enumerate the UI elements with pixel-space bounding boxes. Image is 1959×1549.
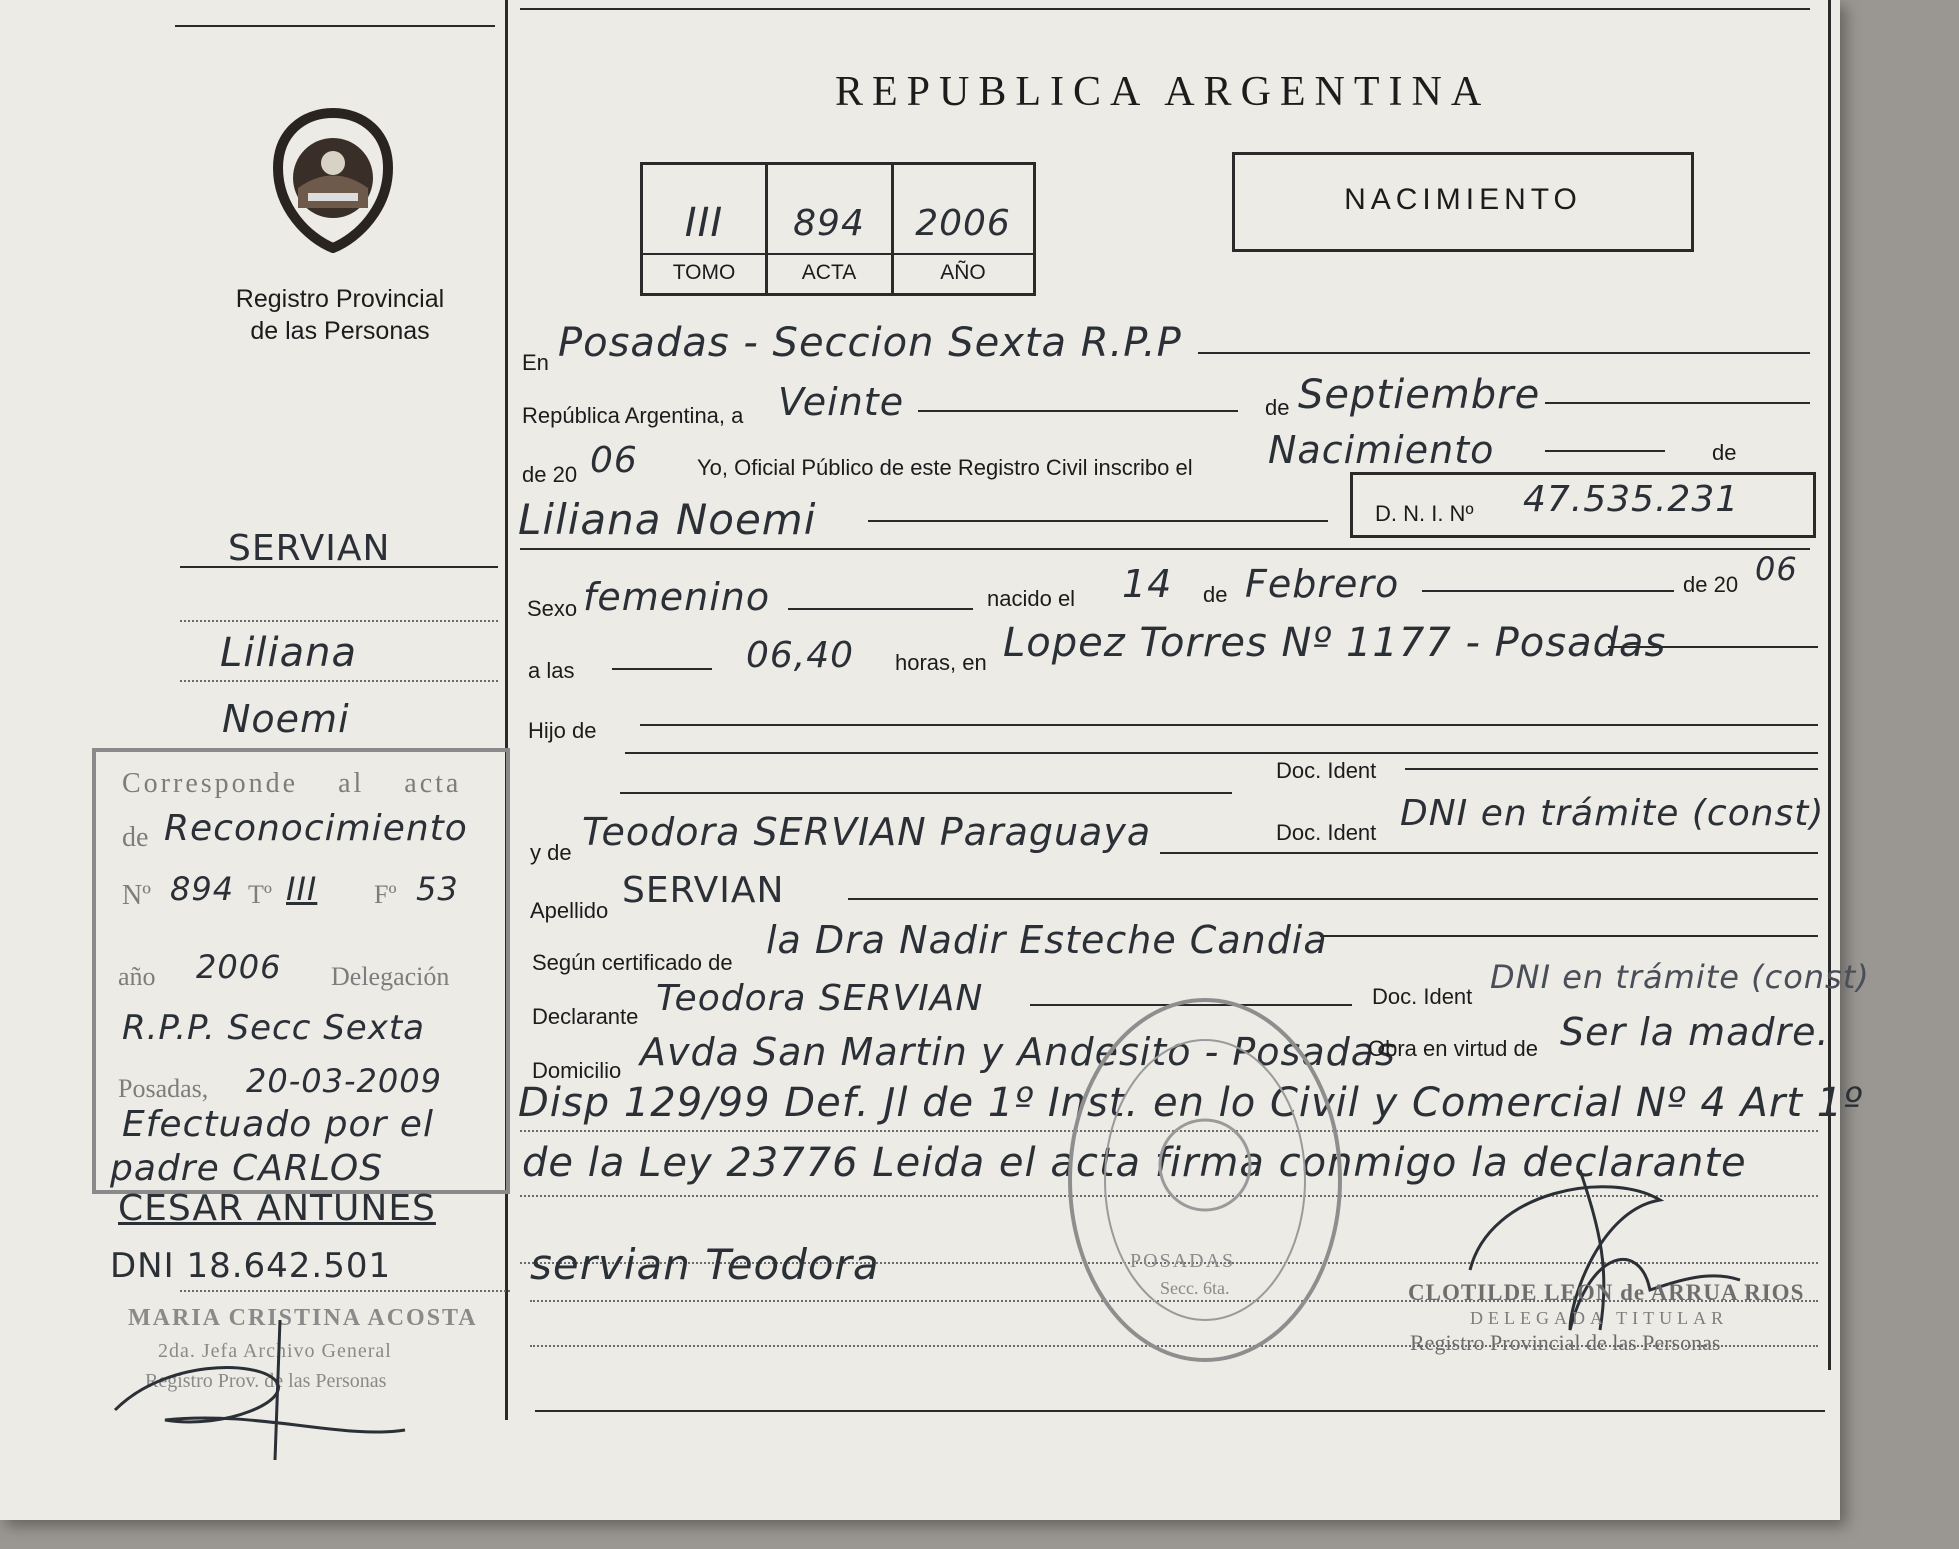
stamp-city: POSADAS xyxy=(1130,1250,1236,1272)
stamp-line2-prefix: de xyxy=(122,822,149,853)
birth-month: Febrero xyxy=(1245,562,1400,606)
stamp-city-label: Posadas, xyxy=(118,1074,209,1103)
stamp-section: Secc. 6ta. xyxy=(1160,1278,1230,1298)
mother-value: Teodora SERVIAN Paraguaya xyxy=(582,810,1152,854)
doc-ident-label-1: Doc. Ident xyxy=(1276,758,1377,783)
doc-ident-label-2: Doc. Ident xyxy=(1276,820,1377,845)
left-signer-title: 2da. Jefa Archivo General xyxy=(158,1340,392,1362)
stamp-line1: Corresponde al acta xyxy=(122,768,462,799)
top-rule-right xyxy=(520,8,1810,10)
right-border xyxy=(1828,0,1831,1370)
stamp-year-label: año xyxy=(118,962,156,991)
officer-name: CLOTILDE LEON de ARRUA RIOS xyxy=(1408,1280,1805,1305)
anio-value: 2006 xyxy=(915,203,1011,244)
alas-label: a las xyxy=(528,658,575,683)
hijo-doc-line xyxy=(620,792,1232,794)
bottom-rule xyxy=(535,1410,1825,1412)
segun-label: Según certificado de xyxy=(532,950,733,975)
day-words: Veinte xyxy=(778,380,905,424)
stamp-note-line1: Efectuado por el xyxy=(122,1104,434,1145)
child-name-line xyxy=(868,520,1328,522)
hijo-line-2 xyxy=(625,752,1818,754)
tomo-label: TOMO xyxy=(672,261,736,284)
obra-label: Obra en virtud de xyxy=(1368,1036,1538,1061)
stamp-number-label: Nº xyxy=(122,880,151,911)
registry-name-line1: Registro Provincial xyxy=(235,285,445,313)
margin-first-name: Liliana xyxy=(220,630,357,676)
stamp-folio-label: Fº xyxy=(374,880,397,909)
alas-line xyxy=(612,668,712,670)
month-line xyxy=(1545,402,1810,404)
margin-dotline-2 xyxy=(180,680,498,682)
yde-label: y de xyxy=(530,840,572,865)
de3-label: de xyxy=(1203,582,1228,607)
dni-box xyxy=(1350,472,1816,538)
domicilio-label: Domicilio xyxy=(532,1058,622,1083)
stamp-date: 20-03-2009 xyxy=(246,1062,442,1100)
birth-place-line xyxy=(1608,646,1818,648)
tomo-value: III xyxy=(684,200,724,246)
margin-surname-line xyxy=(180,566,498,568)
doc-ident-label-3: Doc. Ident xyxy=(1372,984,1473,1009)
rep-label: República Argentina, a xyxy=(522,403,744,428)
birth-month-line xyxy=(1422,590,1674,592)
top-rule-left xyxy=(175,25,495,27)
en-label: En xyxy=(522,350,549,375)
margin-middle-name: Noemi xyxy=(222,697,350,741)
declarante-signature: servian Teodora xyxy=(530,1240,880,1289)
apellido-line xyxy=(848,898,1818,900)
obra-value: Ser la madre. xyxy=(1560,1010,1830,1054)
record-type: NACIMIENTO xyxy=(1344,183,1582,216)
acta-label: ACTA xyxy=(801,261,857,284)
de2-label: de xyxy=(1712,440,1737,465)
stamp-folio-value: 53 xyxy=(416,870,459,908)
birth-day: 14 xyxy=(1122,562,1173,606)
stamp-year-value: 2006 xyxy=(196,948,282,986)
horas-label: horas, en xyxy=(895,650,987,675)
birth-year-prefix: de 20 xyxy=(1683,572,1739,597)
year-prefix: de 20 xyxy=(522,462,578,487)
declarante-label: Declarante xyxy=(532,1004,639,1029)
recognition-stamp xyxy=(92,748,510,1194)
event-value: Nacimiento xyxy=(1268,428,1495,472)
stamp-tomo-label: Tº xyxy=(248,880,272,909)
child-name: Liliana Noemi xyxy=(518,495,817,544)
stamp-note-line3: CESAR ANTUNES xyxy=(118,1188,436,1229)
apellido-value: SERVIAN xyxy=(622,870,785,911)
sexo-value: femenino xyxy=(583,575,771,619)
registry-name-line2: de las Personas xyxy=(250,317,430,345)
anio-label: AÑO xyxy=(940,261,986,284)
birth-time: 06,40 xyxy=(746,635,855,676)
hijo-label: Hijo de xyxy=(528,718,597,743)
officer-office: Registro Provincial de las Personas xyxy=(1410,1330,1721,1355)
officer-text: Yo, Oficial Público de este Registro Civil inscribo el xyxy=(697,455,1193,480)
misiones-emblem xyxy=(268,108,398,253)
left-signer-name: MARIA CRISTINA ACOSTA xyxy=(128,1305,478,1331)
nacido-label: nacido el xyxy=(987,586,1076,611)
stamp-delegacion-value: R.P.P. Secc Sexta xyxy=(122,1008,425,1048)
stamp-tomo-value: III xyxy=(286,870,318,908)
birth-year-suffix: 06 xyxy=(1755,550,1798,588)
officer-title: DELEGADA TITULAR xyxy=(1470,1308,1729,1328)
de-label: de xyxy=(1265,395,1290,420)
declarante-value: Teodora SERVIAN xyxy=(656,978,984,1019)
certificate-value: la Dra Nadir Esteche Candia xyxy=(766,918,1328,962)
apellido-label: Apellido xyxy=(530,898,609,923)
sexo-label: Sexo xyxy=(527,596,578,621)
margin-dotline-3 xyxy=(180,1290,510,1292)
country-title: REPUBLICA ARGENTINA xyxy=(835,69,1491,115)
left-signature-mark xyxy=(105,1300,425,1470)
mother-line xyxy=(1160,852,1818,854)
stamp-note-line4: DNI 18.642.501 xyxy=(110,1246,392,1286)
record-box-rule xyxy=(643,253,1033,255)
record-number-box xyxy=(640,162,1036,296)
acta-value: 894 xyxy=(793,203,865,244)
mother-doc: DNI en trámite (const) xyxy=(1400,793,1825,834)
certificate-line xyxy=(1320,935,1818,937)
month-value: Septiembre xyxy=(1298,372,1541,418)
record-type-box xyxy=(1232,152,1694,252)
doc-ident-line-1 xyxy=(1405,768,1818,770)
year-suffix: 06 xyxy=(590,440,638,481)
official-round-stamp xyxy=(1060,990,1350,1370)
disposition-line-2: de la Ley 23776 Leida el acta firma conmigo la declarante xyxy=(522,1140,1747,1186)
disposition-line-1: Disp 129/99 Def. Jl de 1º Inst. en lo Civil y Comercial Nº 4 Art 1º xyxy=(518,1080,1864,1126)
place-value: Posadas - Seccion Sexta R.P.P xyxy=(558,320,1182,366)
stamp-note-line2: padre CARLOS xyxy=(110,1148,384,1189)
declarante-doc: DNI en trámite (const) xyxy=(1490,958,1870,996)
name-section-rule xyxy=(520,548,1810,550)
stamp-delegacion-label: Delegación xyxy=(331,962,450,991)
dni-value: 47.535.231 xyxy=(1523,479,1740,520)
hijo-line-1 xyxy=(640,724,1818,726)
place-line xyxy=(1198,352,1810,354)
margin-dotline-1 xyxy=(180,620,498,622)
sexo-line xyxy=(788,608,973,610)
domicilio-value: Avda San Martin y Andesito - Posadas xyxy=(640,1030,1396,1074)
margin-surname: SERVIAN xyxy=(228,528,391,569)
left-signer-office: Registro Prov. de las Personas xyxy=(145,1370,387,1392)
birth-place: Lopez Torres Nº 1177 - Posadas xyxy=(1003,620,1667,666)
event-line xyxy=(1545,450,1665,452)
column-divider xyxy=(505,0,508,1420)
day-line xyxy=(918,410,1238,412)
stamp-acta-number: 894 xyxy=(170,870,235,908)
dni-label: D. N. I. Nº xyxy=(1375,501,1474,526)
stamp-recognition-value: Reconocimiento xyxy=(164,808,468,849)
